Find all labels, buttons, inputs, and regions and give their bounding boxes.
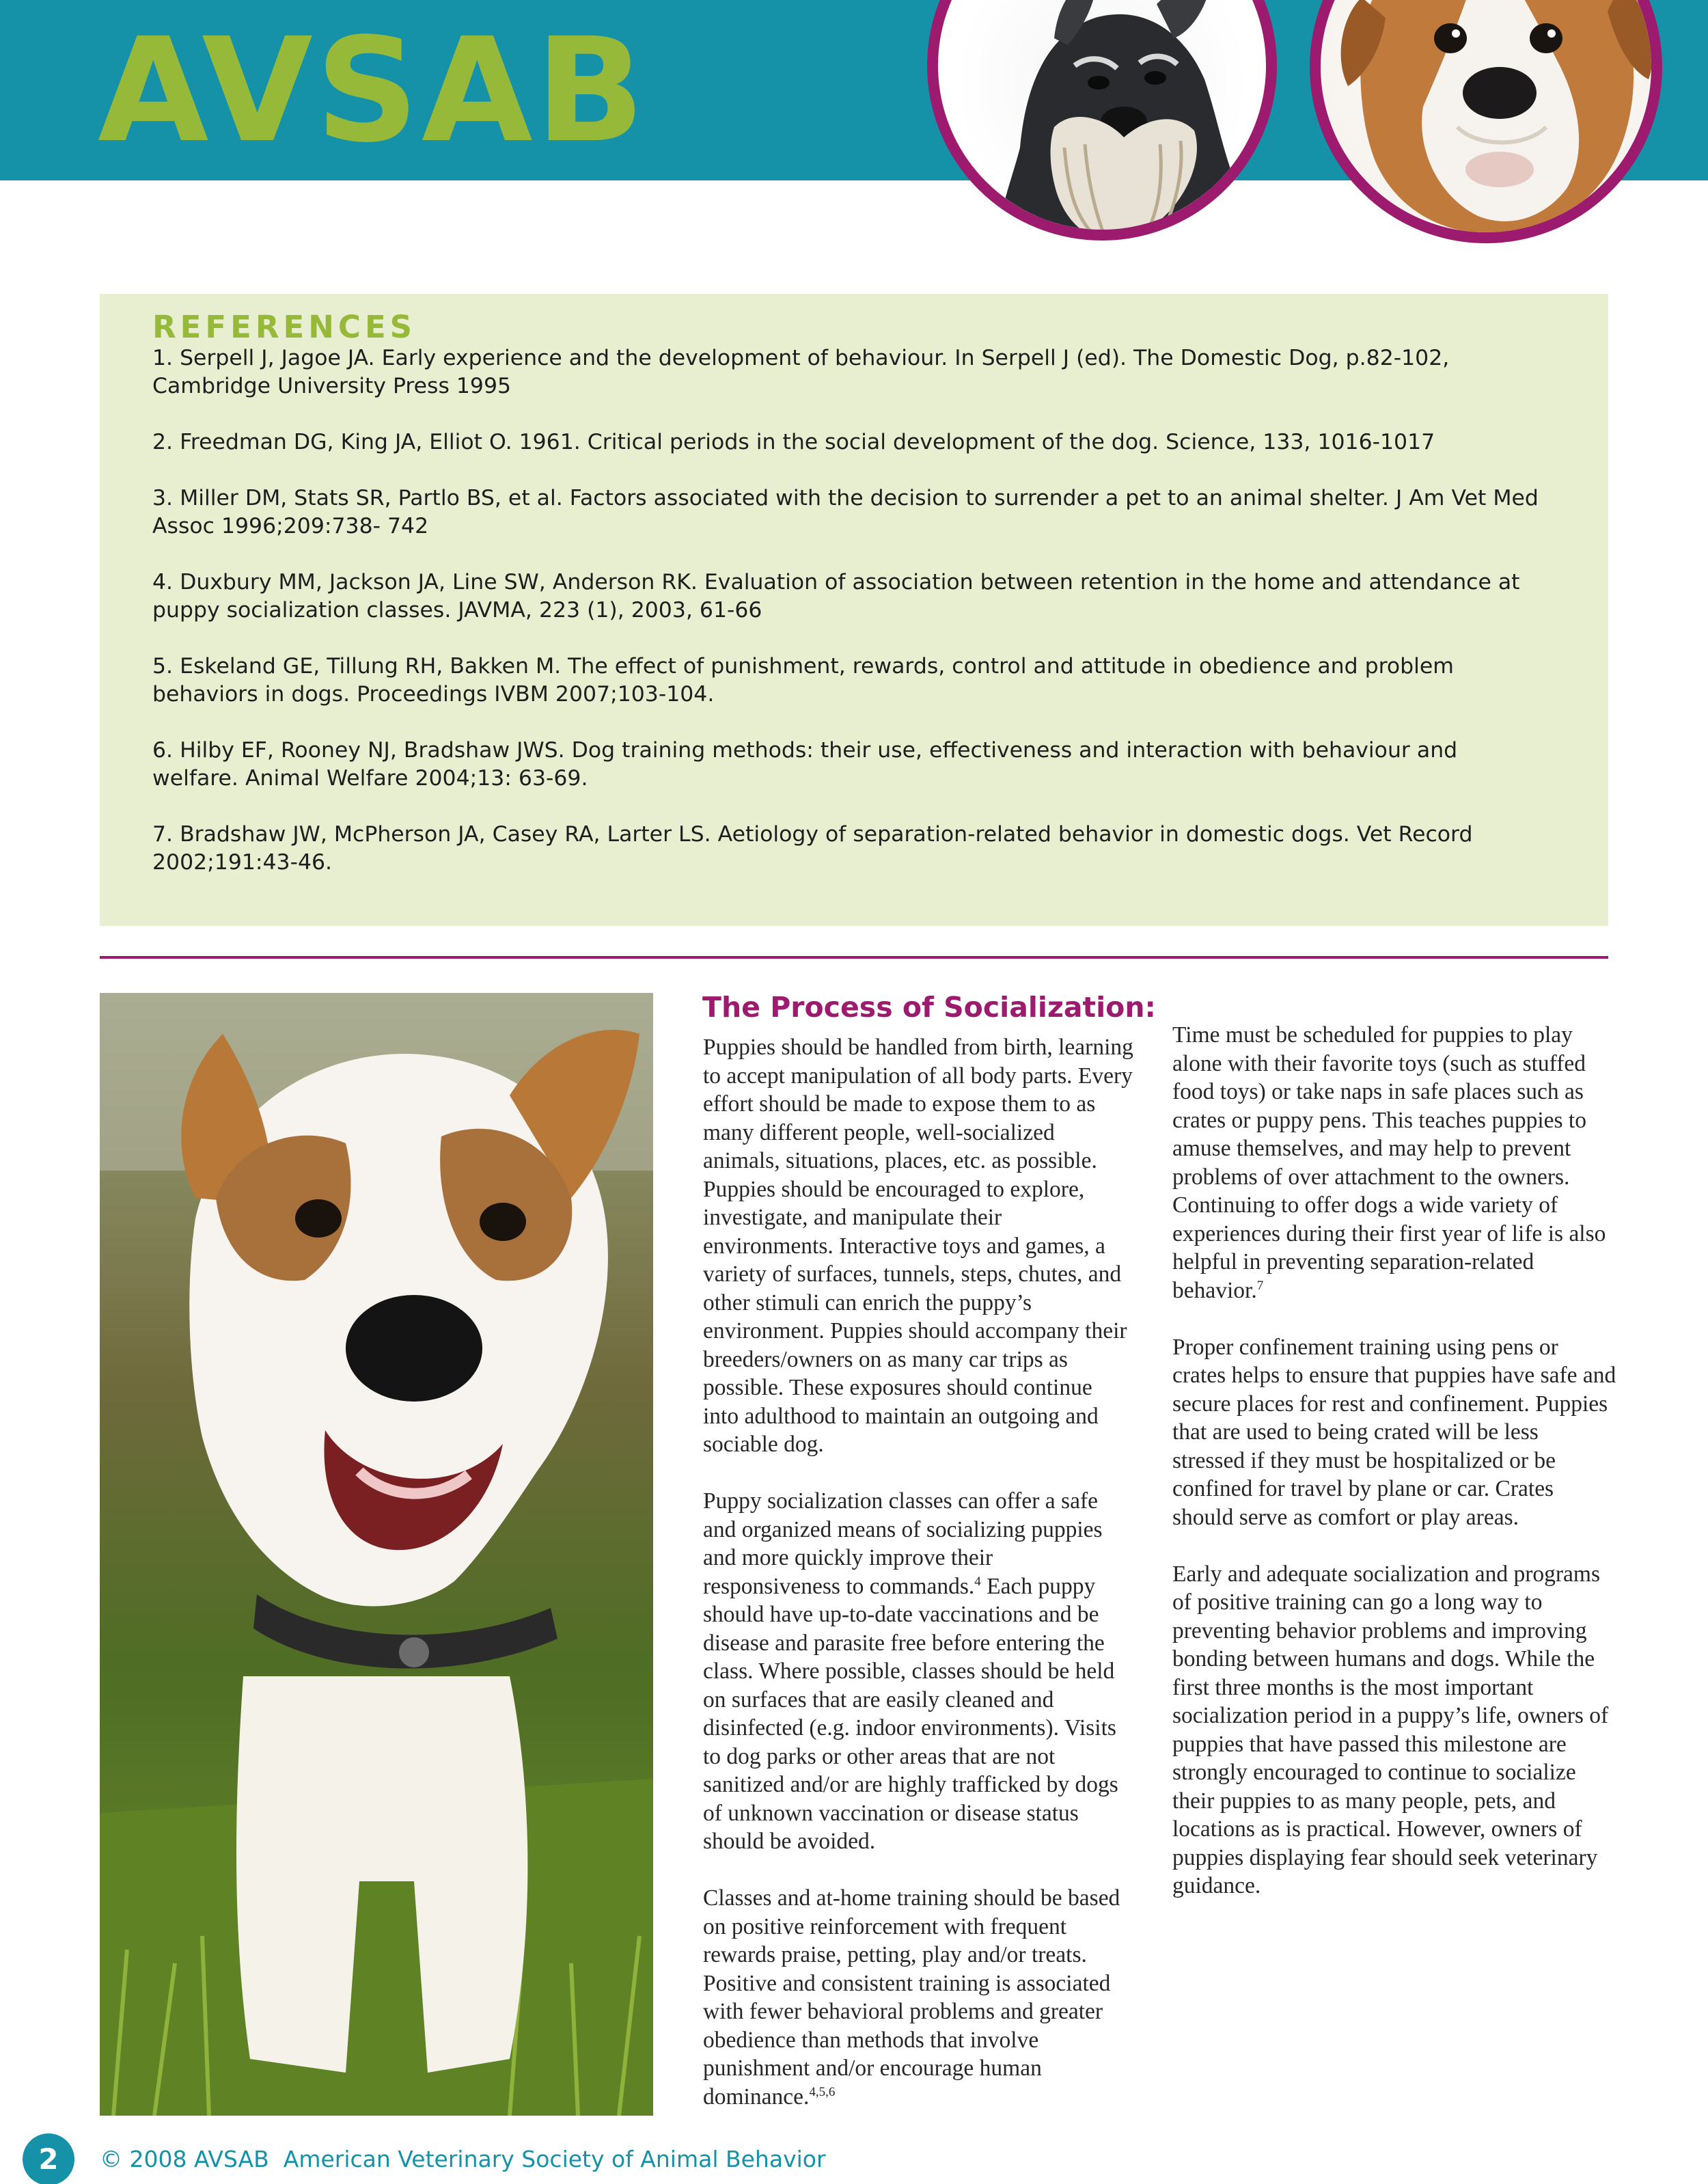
references-box: [100, 294, 1608, 926]
article-paragraph: Proper confinement training using pens or crates helps to ensure that puppies have safe and secure places for rest and confinement. Puppies that are used to being crated will be less stressed if they must be hospitalized or be confined for travel by plane or car. Crates should serve as comfort or play areas.: [1172, 1334, 1616, 1530]
avsab-logo: AVSAB: [98, 7, 648, 174]
bulldog-illustration: [1321, 0, 1662, 243]
page-number-badge: [23, 2133, 74, 2184]
article-paragraph: [703, 1884, 1133, 2111]
article-title: The Process of Socialization:: [702, 991, 1156, 1024]
page-number: 2: [38, 2142, 59, 2176]
paragraph-text: Time must be scheduled for puppies to play alone with their favorite toys (such as stuffed food toys) or take naps in safe places such as crates or puppy pens. This teaches puppies to amuse themselves, and may help to prevent problems of over attachment to the owners. Continuing to offer dogs a wide variety of experiences during their first year of life is also helpful in preventing separation-related behavior.: [1172, 1022, 1606, 1303]
references-heading: REFERENCES: [152, 309, 417, 345]
reference-item: 1. Serpell J, Jagoe JA. Early experience and the development of behaviour. In Serpell J (ed). The Domestic Dog, p.82-102, Cambridge University Press 1995: [152, 346, 1450, 398]
citation-superscript: 4: [974, 1574, 981, 1589]
jack-russell-illustration: [100, 993, 653, 2116]
paragraph-text: Classes and at-home training should be based on positive reinforcement with frequent rewards praise, petting, play and/or treats. Positive and consistent training is associated with fewer behavioral problems and greater obedience than methods that involve punishment and/or encourage human dominance.: [703, 1885, 1120, 2110]
reference-item: 5. Eskeland GE, Tillung RH, Bakken M. The effect of punishment, rewards, control and attitude in obedience and problem behaviors in dogs. Proceedings IVBM 2007;103-104.: [152, 654, 1454, 707]
schnauzer-photo: [927, 0, 1277, 241]
reference-item: 6. Hilby EF, Rooney NJ, Bradshaw JWS. Dog training methods: their use, effectiveness and interaction with behaviour and welfare. Animal Welfare 2004;13: 63-69.: [152, 738, 1458, 791]
paragraph-text: Puppy socialization classes can offer a safe and organized means of socializing puppies and more quickly improve their responsiveness to commands.: [703, 1488, 1103, 1599]
reference-item: 2. Freedman DG, King JA, Elliot O. 1961. Critical periods in the social development of the dog. Science, 133, 1016-1017: [152, 430, 1435, 454]
article-paragraph: Early and adequate socialization and programs of positive training can go a long way to preventing behavior problems and improving bonding between humans and dogs. While the first three months is the most important socialization period in a puppy’s life, owners of puppies that have passed this milestone are strongly encouraged to continue to socialize their puppies to as many people, pets, and locations as is practical. However, owners of puppies displaying fear should seek veterinary guidance.: [1172, 1561, 1609, 1898]
reference-item: 3. Miller DM, Stats SR, Partlo BS, et al. Factors associated with the decision to surrender a pet to an animal shelter. J Am Vet Med Assoc 1996;209:738- 742: [152, 486, 1539, 538]
jack-russell-photo: [100, 993, 653, 2116]
schnauzer-illustration: [938, 0, 1277, 241]
article-column-left: [703, 1033, 1133, 2111]
bulldog-puppy-photo: [1310, 0, 1662, 243]
references-list: [152, 344, 1546, 905]
article-paragraph: [1172, 1021, 1616, 1305]
section-divider: [100, 956, 1608, 959]
reference-item: 7. Bradshaw JW, McPherson JA, Casey RA, Larter LS. Aetiology of separation-related behavior in domestic dogs. Vet Record 2002;191:43-46.: [152, 822, 1473, 875]
article-column-right: [1172, 1021, 1616, 1900]
footer-copyright: © 2008 AVSAB American Veterinary Society of Animal Behavior: [100, 2146, 826, 2172]
reference-item: 4. Duxbury MM, Jackson JA, Line SW, Anderson RK. Evaluation of association between retention in the home and attendance at puppy socialization classes. JAVMA, 223 (1), 2003, 61-66: [152, 570, 1520, 623]
paragraph-text: Each puppy should have up-to-date vaccinations and be disease and parasite free before entering the class. Where possible, classes should be held on surfaces that are easily cleaned and disinfected (e.g. indoor environments). Visits to dog parks or other areas that are not sanitized and/or are highly trafficked by dogs of unknown vaccination or disease status should be avoided.: [703, 1573, 1118, 1854]
citation-superscript: 7: [1256, 1278, 1264, 1293]
article-paragraph: Puppies should be handled from birth, learning to accept manipulation of all body parts. Every effort should be made to expose them to as many different people, well-socialized animals, situations, places, etc. as possible. Puppies should be encouraged to explore, investigate, and manipulate their environments. Interactive toys and games, a variety of surfaces, tunnels, steps, chutes, and other stimuli can enrich the puppy’s environment. Puppies should accompany their breeders/owners on as many car trips as possible. These exposures should continue into adulthood to maintain an outgoing and sociable dog.: [703, 1035, 1133, 1457]
article-paragraph: [703, 1487, 1133, 1856]
citation-superscript: 4,5,6: [809, 2084, 836, 2099]
